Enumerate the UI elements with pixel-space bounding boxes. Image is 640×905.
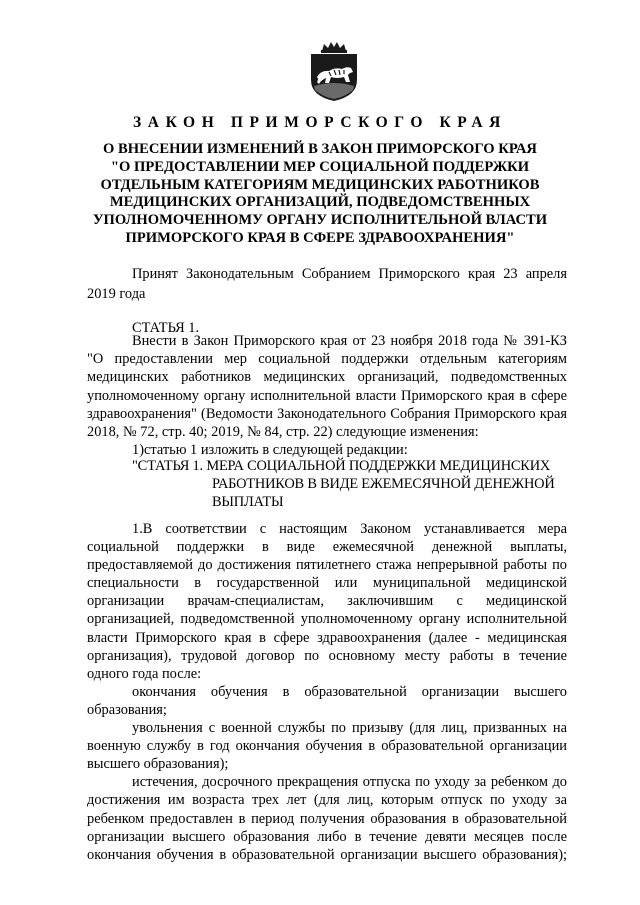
subtitle-line: "О ПРЕДОСТАВЛЕНИИ МЕР СОЦИАЛЬНОЙ ПОДДЕРЖКИ [110,158,530,175]
para-line: специальности в государственной или муниципальной медицинской [87,575,567,592]
body-line: 2018, № 72, стр. 40; 2019, № 84, стр. 22) следующие изменения: [87,424,479,441]
para-line: военную службу в год окончания обучения в образовательной организации [87,738,567,755]
body-line: здравоохранения" (Ведомости Законодательного Собрания Приморского края [87,405,567,422]
adoption-note [87,264,567,304]
body-line: "О предоставлении мер социальной поддержки отдельным категориям [87,351,567,368]
new-article-line: РАБОТНИКОВ В ВИДЕ ЕЖЕМЕСЯЧНОЙ ДЕНЕЖНОЙ [212,476,555,493]
para-line: организации врачам-специалистам, заключившим с медицинской [87,593,567,610]
para-line: одного года после: [87,665,202,682]
para-line: организация), трудовой договор по основному месту работы в течение [87,647,567,664]
law-subtitle [80,141,560,248]
para-line: окончания обучения в образовательной организации высшего образования); [87,846,567,863]
subtitle-line: ПРИМОРСКОГО КРАЯ В СФЕРЕ ЗДРАВООХРАНЕНИЯ" [125,229,515,246]
body-line: 1)статью 1 изложить в следующей редакции: [132,442,408,459]
paragraph-1 [87,520,567,864]
article-body [87,332,567,459]
para-line: окончания обучения в образовательной организации высшего [132,683,567,700]
new-article-line: ВЫПЛАТЫ [212,494,284,511]
subtitle-line: МЕДИЦИНСКИХ ОРГАНИЗАЦИЙ, ПОДВЕДОМСТВЕННЫХ [109,194,531,211]
para-line: истечения, досрочного прекращения отпуска по уходу за ребенком до [132,774,567,791]
article-heading: СТАТЬЯ 1. [132,320,200,336]
new-article-line: "СТАТЬЯ 1. МЕРА СОЦИАЛЬНОЙ ПОДДЕРЖКИ МЕДИЦИНСКИХ [132,458,551,474]
para-line: власти Приморского края в сфере здравоохранения (далее - медицинская [87,629,567,646]
para-line: организации высшего образования либо в течение девяти месяцев после [87,828,567,845]
new-article-heading [132,457,602,512]
para-line: ребенком предоставлен в период получения образования в образовательной [87,810,567,827]
body-line: медицинских работников медицинских организаций, подведомственных [87,369,567,386]
para-line: предоставляемой до достижения пятилетнего стажа непрерывной работы по [87,557,567,574]
body-line: уполномоченному органу исполнительной власти Приморского края в сфере [87,387,567,404]
para-line: достижения им возраста трех лет (для лиц, которым отпуск по уходу за [87,792,567,809]
para-line: высшего образования); [87,756,229,773]
adoption-line: Принят Законодательным Собранием Приморского края 23 апреля [132,266,567,282]
law-title: ЗАКОН ПРИМОРСКОГО КРАЯ [133,114,507,131]
para-line: образования; [87,701,167,718]
para-line: 1.В соответствии с настоящим Законом устанавливается мера [132,521,567,537]
para-line: социальной поддержки в виде ежемесячной денежной выплаты, [87,539,567,556]
subtitle-line: УПОЛНОМОЧЕННОМУ ОРГАНУ ИСПОЛНИТЕЛЬНОЙ ВЛАСТИ [92,212,548,229]
coat-of-arms-emblem [305,42,363,102]
para-line: организацией, подведомственной уполномоченному органу исполнительной [87,611,567,628]
para-line: увольнения с военной службы по призыву (для лиц, призванных на [132,720,567,737]
subtitle-line: ОТДЕЛЬНЫМ КАТЕГОРИЯМ МЕДИЦИНСКИХ РАБОТНИКОВ [100,176,540,193]
subtitle-line: О ВНЕСЕНИИ ИЗМЕНЕНИЙ В ЗАКОН ПРИМОРСКОГО КРАЯ [103,141,537,157]
adoption-line: 2019 года [87,286,146,302]
body-line: Внести в Закон Приморского края от 23 ноября 2018 года № 391-КЗ [132,333,567,349]
